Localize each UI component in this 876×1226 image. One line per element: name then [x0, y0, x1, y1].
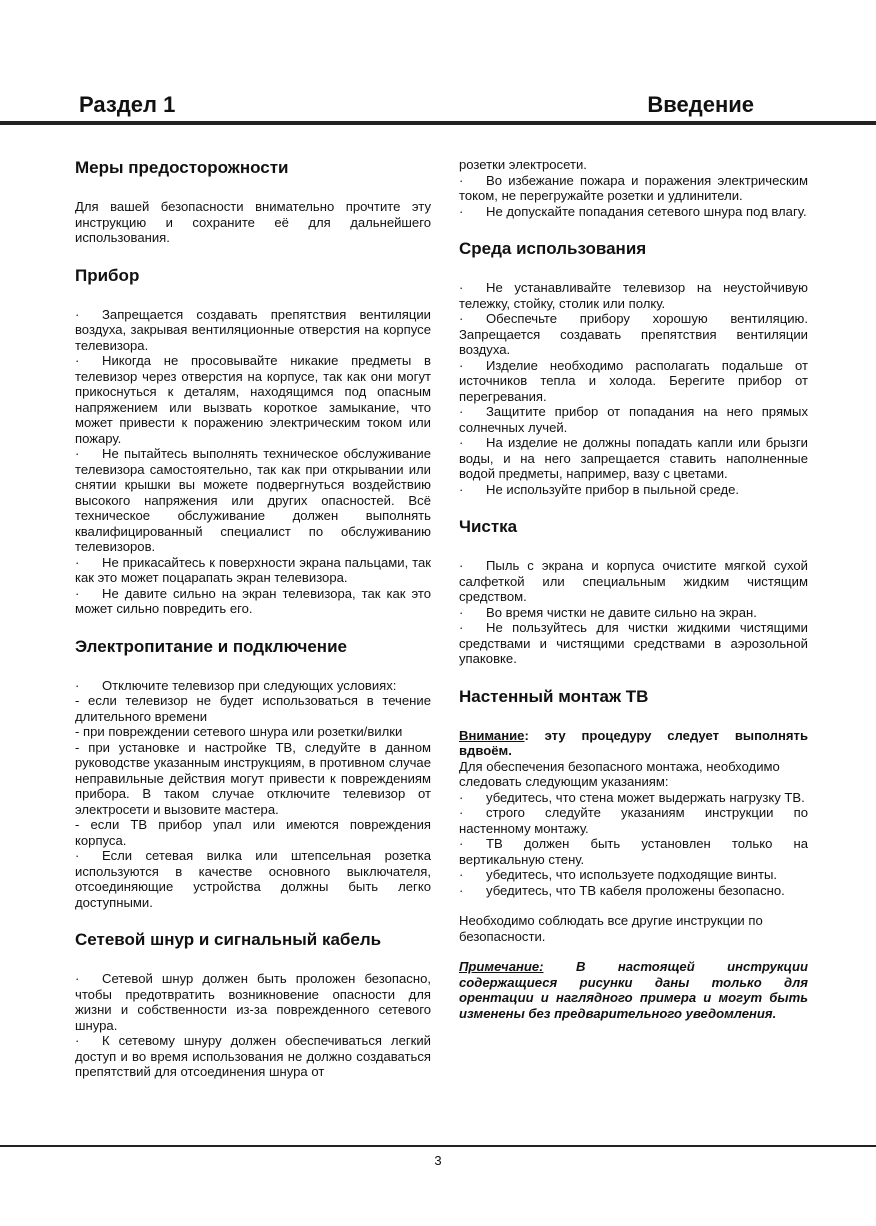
cable-item: · Во избежание пожара и поражения электрическим током, не перегружайте розетки и удлинители. [459, 172, 808, 203]
device-item: · Не давите сильно на экран телевизора, так как это может сильно повредить его. [75, 585, 431, 616]
wall-item: · убедитесь, что стена может выдержать нагрузку ТВ. [459, 789, 805, 805]
cleaning-heading: Чистка [459, 517, 518, 536]
device-item: · Запрещается создавать препятствия вентиляции воздуха, закрывая вентиляционные отверстия на корпусе телевизора. [75, 306, 431, 353]
power-condition: - при установке и настройке ТВ, следуйте в данном руководстве указанным инструкциям, в противном случае неправильные действия могут привести к повреждениям прибора. В таком случае отключите телевизор от электросети и вызовите мастера. [75, 739, 431, 817]
header-rule [0, 121, 876, 125]
note: Примечание: В настоящей инструкции содержащиеся рисунки даны только для орентации и наглядного примера и могут быть изменены без предварительного уведомления. [459, 959, 808, 1021]
precautions-intro: Для вашей безопасности внимательно прочтите эту инструкцию и сохраните её для дальнейшего использования. [75, 199, 431, 245]
right-column [459, 157, 808, 1021]
power-condition: - если ТВ прибор упал или имеются повреждения корпуса. [75, 817, 431, 848]
environment-item: · Защитите прибор от попадания на него прямых солнечных лучей. [459, 404, 808, 435]
power-heading: Электропитание и подключение [75, 636, 347, 656]
cable-item: · Сетевой шнур должен быть проложен безопасно, чтобы предотвратить возникновение опасности для жизни и собственности из-за поврежденного сетевого шнура. [75, 971, 431, 1033]
precautions-heading: Меры предосторожности [75, 158, 289, 177]
page-title: Введение [647, 92, 754, 117]
wall-item: · строго следуйте указаниям инструкции по настенному монтажу. [459, 805, 808, 836]
power-plug-note: · Если сетевая вилка или штепсельная розетка используются в качестве основного выключателя, отсоединяющие устройства должны быть легко доступными. [75, 848, 431, 910]
cable-continuation: розетки электросети. [459, 157, 587, 172]
cleaning-item: · Пыль с экрана и корпуса очистите мягкой сухой салфеткой или специальным жидким чистящим средством. [459, 558, 808, 604]
power-lead: · Отключите телевизор при следующих условиях: [75, 677, 397, 693]
section-label: Раздел 1 [79, 92, 176, 117]
device-item: · Не прикасайтесь к поверхности экрана пальцами, так как это может поцарапать экран телевизора. [75, 554, 431, 585]
wall-item: · убедитесь, что используете подходящие винты. [459, 867, 778, 882]
wall-lead: Для обеспечения безопасного монтажа, необходимо следовать следующим указаниям: [459, 758, 780, 789]
device-heading: Прибор [75, 265, 140, 285]
wall-item: · убедитесь, что ТВ кабеля проложены безопасно. [459, 882, 785, 898]
environment-heading: Среда использования [459, 239, 647, 258]
power-condition: - при повреждении сетевого шнура или розетки/вилки [75, 724, 403, 739]
cable-item: · К сетевому шнуру должен обеспечиваться легкий доступ и во время использования не должно создаваться препятствий для отсоединения шнура от [75, 1033, 431, 1079]
environment-item: · Изделие необходимо располагать подальше от источников тепла и холода. Берегите прибор от перегревания. [459, 357, 808, 404]
environment-item: · Не устанавливайте телевизор на неустойчивую тележку, стойку, столик или полку. [459, 280, 808, 311]
environment-item: · На изделие не должны попадать капли или брызги воды, и на него запрещается ставить наполненные водой предметы, например, вазу с цветами. [459, 435, 808, 481]
power-condition: - если телевизор не будет использоваться в течение длительного времени [75, 693, 431, 724]
cleaning-item: · Не пользуйтесь для чистки жидкими чистящими средствами и чистящими средствами в аэрозольной упаковке. [459, 620, 808, 666]
cable-heading: Сетевой шнур и сигнальный кабель [75, 930, 382, 949]
wall-other-instructions: Необходимо соблюдать все другие инструкции по безопасности. [459, 913, 763, 944]
page-number: 3 [434, 1153, 442, 1168]
wall-item: · ТВ должен быть установлен только на вертикальную стену. [459, 836, 808, 867]
device-item: · Не пытайтесь выполнять техническое обслуживание телевизора самостоятельно, так как при открывании или снятии крышки вы можете подвергнуться воздействию высокого напряжения или других опасностей. Всё техническое обслуживание должен выполнять квалифицированный специалист по обслуживанию телевизоров. [75, 446, 431, 554]
environment-item: · Обеспечьте прибору хорошую вентиляцию. Запрещается создавать препятствия вентиляции воздуха. [459, 311, 808, 357]
cleaning-item: · Во время чистки не давите сильно на экран. [459, 604, 757, 620]
cable-item: · Не допускайте попадания сетевого шнура под влагу. [459, 203, 807, 219]
left-column [75, 157, 431, 1080]
device-item: · Никогда не просовывайте никакие предметы в телевизор через отверстия на корпусе, так как они могут прикоснуться к деталям, находящимся под опасным напряжением или вызвать короткое замыкание, что может привести к поражению электрическим током или пожару. [75, 353, 431, 446]
environment-item: · Не используйте прибор в пыльной среде. [459, 481, 740, 497]
wall-warning: Внимание: эту процедуру следует выполнять вдвоём. [459, 727, 808, 758]
footer-rule [0, 1145, 876, 1147]
wall-mount-heading: Настенный монтаж ТВ [459, 686, 649, 706]
